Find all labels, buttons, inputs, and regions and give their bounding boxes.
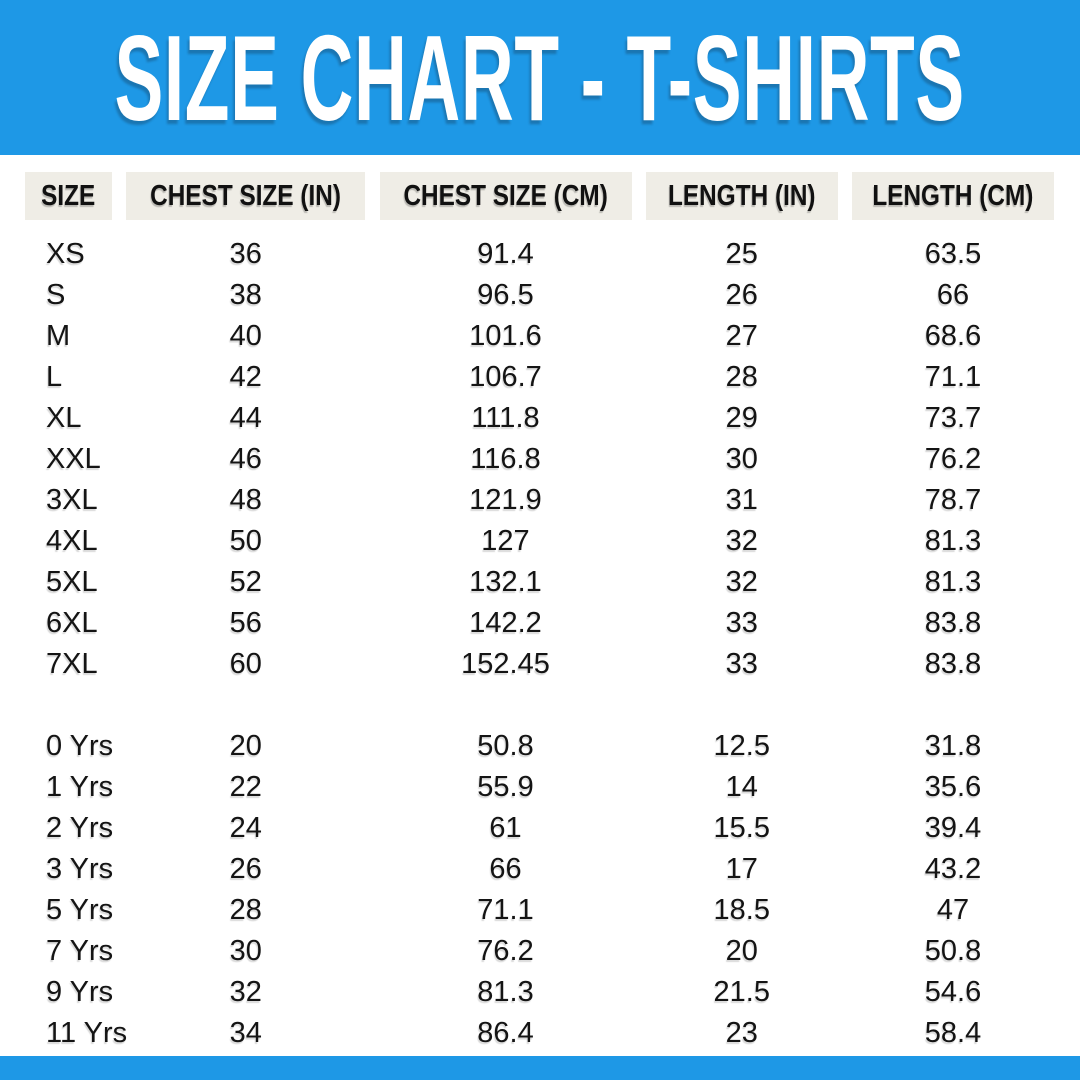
table-row xyxy=(25,1013,1054,1054)
value-cell: 48 xyxy=(229,484,262,516)
value-cell: 31 xyxy=(725,484,758,516)
value-cell: 83.8 xyxy=(924,648,982,680)
value-cell: 29 xyxy=(725,402,758,434)
value-cell: 40 xyxy=(229,320,262,352)
table-header-row xyxy=(25,172,1054,220)
size-label: 2 Yrs xyxy=(46,812,114,844)
table-row xyxy=(25,357,1054,398)
value-cell: 52 xyxy=(229,566,262,598)
value-cell: 73.7 xyxy=(924,402,982,434)
column-header-label: LENGTH (CM) xyxy=(872,179,1034,212)
value-cell: 66 xyxy=(489,853,522,885)
value-cell: 81.3 xyxy=(924,566,982,598)
table-row xyxy=(25,890,1054,931)
value-cell: 60 xyxy=(229,648,262,680)
table-row xyxy=(25,972,1054,1013)
value-cell: 33 xyxy=(725,648,758,680)
size-label: XXL xyxy=(46,443,101,475)
kids-sizes-group xyxy=(25,726,1054,1054)
value-cell: 30 xyxy=(725,443,758,475)
value-cell: 54.6 xyxy=(924,976,982,1008)
value-cell: 76.2 xyxy=(924,443,982,475)
value-cell: 26 xyxy=(725,279,758,311)
value-cell: 61 xyxy=(489,812,522,844)
size-chart-table xyxy=(25,172,1054,1054)
value-cell: 56 xyxy=(229,607,262,639)
value-cell: 15.5 xyxy=(713,812,770,844)
size-label: XL xyxy=(46,402,82,434)
size-label: M xyxy=(46,320,71,352)
value-cell: 78.7 xyxy=(924,484,982,516)
value-cell: 12.5 xyxy=(713,730,770,762)
table-row xyxy=(25,931,1054,972)
value-cell: 28 xyxy=(229,894,262,926)
table-row xyxy=(25,316,1054,357)
value-cell: 43.2 xyxy=(924,853,982,885)
value-cell: 24 xyxy=(229,812,262,844)
value-cell: 68.6 xyxy=(924,320,982,352)
value-cell: 46 xyxy=(229,443,262,475)
value-cell: 101.6 xyxy=(469,320,542,352)
value-cell: 32 xyxy=(725,525,758,557)
value-cell: 47 xyxy=(936,894,970,926)
size-label: 3XL xyxy=(46,484,98,516)
column-header-label: CHEST SIZE (CM) xyxy=(403,179,608,212)
table-row xyxy=(25,644,1054,685)
table-row xyxy=(25,398,1054,439)
value-cell: 17 xyxy=(725,853,758,885)
value-cell: 86.4 xyxy=(477,1017,534,1049)
value-cell: 35.6 xyxy=(924,771,982,803)
value-cell: 116.8 xyxy=(470,443,541,475)
column-header-chest-in xyxy=(126,172,365,220)
size-label: 6XL xyxy=(46,607,98,639)
table-row xyxy=(25,234,1054,275)
value-cell: 20 xyxy=(725,935,758,967)
size-label: 3 Yrs xyxy=(46,853,114,885)
table-row xyxy=(25,808,1054,849)
size-label: 1 Yrs xyxy=(46,771,114,803)
value-cell: 38 xyxy=(229,279,262,311)
size-label: L xyxy=(46,361,63,393)
value-cell: 83.8 xyxy=(924,607,982,639)
value-cell: 50.8 xyxy=(924,935,982,967)
value-cell: 33 xyxy=(725,607,758,639)
value-cell: 152.45 xyxy=(461,648,550,680)
value-cell: 14 xyxy=(725,771,758,803)
value-cell: 76.2 xyxy=(477,935,534,967)
value-cell: 50.8 xyxy=(477,730,534,762)
value-cell: 20 xyxy=(229,730,262,762)
value-cell: 32 xyxy=(725,566,758,598)
value-cell: 34 xyxy=(229,1017,262,1049)
value-cell: 50 xyxy=(229,525,262,557)
size-label: 5 Yrs xyxy=(46,894,114,926)
table-row xyxy=(25,480,1054,521)
value-cell: 23 xyxy=(725,1017,758,1049)
value-cell: 42 xyxy=(229,361,262,393)
value-cell: 55.9 xyxy=(477,771,534,803)
value-cell: 142.2 xyxy=(469,607,542,639)
value-cell: 81.3 xyxy=(477,976,534,1008)
value-cell: 28 xyxy=(725,361,758,393)
size-label: 4XL xyxy=(46,525,98,557)
value-cell: 18.5 xyxy=(713,894,770,926)
value-cell: 22 xyxy=(229,771,262,803)
size-label: 7 Yrs xyxy=(46,935,114,967)
table-row xyxy=(25,603,1054,644)
title-banner xyxy=(0,0,1080,155)
table-row xyxy=(25,562,1054,603)
value-cell: 30 xyxy=(229,935,262,967)
value-cell: 58.4 xyxy=(924,1017,982,1049)
size-label: 9 Yrs xyxy=(46,976,114,1008)
value-cell: 121.9 xyxy=(469,484,542,516)
value-cell: 91.4 xyxy=(477,238,534,270)
value-cell: 36 xyxy=(229,238,262,270)
size-label: 5XL xyxy=(46,566,98,598)
table-row xyxy=(25,726,1054,767)
value-cell: 25 xyxy=(725,238,758,270)
adult-sizes-group xyxy=(25,234,1054,685)
column-header-label: SIZE xyxy=(41,179,96,212)
size-label: XS xyxy=(46,238,85,270)
column-header-size xyxy=(25,172,112,220)
column-header-label: CHEST SIZE (IN) xyxy=(150,179,342,212)
value-cell: 26 xyxy=(229,853,262,885)
value-cell: 111.8 xyxy=(471,402,540,434)
table-row xyxy=(25,767,1054,808)
table-row xyxy=(25,439,1054,480)
value-cell: 71.1 xyxy=(924,361,982,393)
value-cell: 39.4 xyxy=(924,812,982,844)
value-cell: 127 xyxy=(481,525,530,557)
value-cell: 96.5 xyxy=(477,279,534,311)
value-cell: 27 xyxy=(725,320,758,352)
size-label: S xyxy=(46,279,66,311)
size-label: 11 Yrs xyxy=(46,1017,128,1049)
value-cell: 31.8 xyxy=(924,730,982,762)
table-row xyxy=(25,849,1054,890)
group-spacer xyxy=(25,685,1054,726)
value-cell: 66 xyxy=(936,279,970,311)
table-row xyxy=(25,275,1054,316)
value-cell: 71.1 xyxy=(477,894,534,926)
column-header-label: LENGTH (IN) xyxy=(668,179,816,212)
value-cell: 63.5 xyxy=(924,238,982,270)
value-cell: 132.1 xyxy=(469,566,542,598)
column-header-length-in xyxy=(646,172,838,220)
table-row xyxy=(25,521,1054,562)
page-title: SIZE CHART - T-SHIRTS xyxy=(114,9,966,146)
value-cell: 32 xyxy=(229,976,262,1008)
value-cell: 81.3 xyxy=(924,525,982,557)
value-cell: 21.5 xyxy=(713,976,770,1008)
size-label: 7XL xyxy=(46,648,98,680)
value-cell: 106.7 xyxy=(469,361,542,393)
footer-bar xyxy=(0,1056,1080,1080)
column-header-length-cm xyxy=(852,172,1054,220)
column-header-chest-cm xyxy=(380,172,632,220)
size-label: 0 Yrs xyxy=(46,730,114,762)
value-cell: 44 xyxy=(229,402,262,434)
